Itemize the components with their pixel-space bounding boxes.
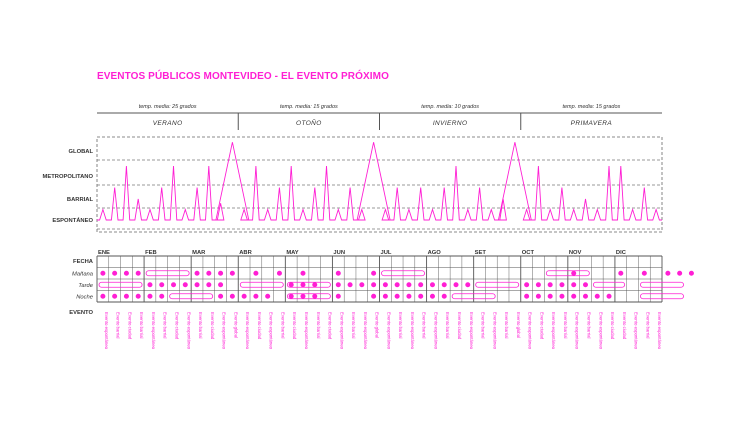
event-type-label: Evento ciudad: [610, 312, 615, 340]
month-label: DIC: [615, 250, 626, 256]
schedule-dot: [289, 294, 294, 299]
season-name: INVIERNO: [432, 120, 468, 127]
event-type-label: Evento espontáneo: [245, 312, 251, 350]
event-type-label: Evento espontáneo: [574, 312, 580, 350]
event-type-label: Evento barrial: [445, 312, 451, 339]
schedule-dot: [548, 294, 553, 299]
event-type-label: Evento barrial: [421, 312, 427, 339]
month-label: FEB: [145, 250, 157, 256]
schedule-dot: [218, 282, 223, 287]
schedule-dot: [230, 294, 235, 299]
event-type-label: Evento espontáneo: [492, 312, 498, 350]
event-type-label: Evento barrial: [398, 312, 404, 339]
schedule-dot: [336, 271, 341, 276]
schedule-dot: [183, 282, 188, 287]
month-label: AGO: [427, 250, 441, 256]
event-type-label: Evento ciudad: [174, 312, 180, 340]
schedule-marks: [99, 271, 694, 299]
schedule-dot: [112, 294, 117, 299]
event-type-label: Evento espontáneo: [151, 312, 156, 350]
level-label: METROPOLITANO: [42, 174, 93, 180]
event-type-label: Evento espontáneo: [409, 312, 415, 350]
schedule-dot: [430, 294, 435, 299]
schedule-dot: [689, 271, 694, 276]
schedule-dot: [571, 282, 576, 287]
season-name: PRIMAVERA: [570, 120, 613, 127]
schedule-dot: [136, 294, 141, 299]
row-label-fecha: FECHA: [73, 259, 93, 265]
schedule-dot: [395, 282, 400, 287]
schedule-dot: [147, 294, 152, 299]
month-label: ENE: [98, 250, 110, 256]
event-type-label: Evento global: [374, 312, 380, 339]
month-label: MAY: [286, 250, 299, 256]
schedule-dot: [395, 294, 400, 299]
row-label-time: Noche: [76, 294, 93, 301]
event-type-label: Evento ciudad: [621, 312, 627, 340]
level-label: BARRIAL: [66, 197, 93, 203]
schedule-dot: [253, 271, 258, 276]
event-type-label: Evento barrial: [198, 312, 204, 339]
month-label: OCT: [521, 250, 534, 256]
schedule-dot: [195, 282, 200, 287]
month-label: NOV: [568, 250, 582, 256]
event-type-label: Evento ciudad: [457, 312, 462, 340]
schedule-dot: [454, 282, 459, 287]
event-type-label: Evento barrial: [139, 312, 145, 339]
schedule-dot: [218, 271, 223, 276]
schedule-dot: [595, 294, 600, 299]
schedule-dot: [206, 282, 211, 287]
schedule-dot: [677, 271, 682, 276]
event-labels: [104, 312, 662, 350]
schedule-dot: [524, 282, 529, 287]
event-type-label: Evento barrial: [162, 312, 168, 339]
event-type-label: Evento espontáneo: [268, 312, 274, 350]
schedule-dot: [665, 271, 670, 276]
season-temp: temp. media: 15 grados: [562, 104, 621, 110]
schedule-dot: [230, 271, 235, 276]
event-type-label: Evento espontáneo: [304, 312, 309, 350]
schedule-dot: [371, 282, 376, 287]
event-type-label: Evento barrial: [504, 312, 510, 339]
row-label-evento: EVENTO: [69, 310, 93, 316]
event-type-label: Evento ciudad: [327, 312, 333, 340]
schedule-dot: [100, 294, 105, 299]
schedule-dot: [171, 282, 176, 287]
event-type-label: Evento espontáneo: [527, 312, 533, 350]
schedule-dot: [359, 282, 364, 287]
schedule-dot: [524, 294, 529, 299]
event-type-label: Evento espontáneo: [362, 312, 368, 350]
row-label-time: Tarde: [78, 283, 93, 289]
schedule-dot: [300, 294, 305, 299]
schedule-dot: [147, 282, 152, 287]
event-type-label: Evento barrial: [586, 312, 592, 339]
season-header: [97, 104, 662, 130]
event-type-label: Evento ciudad: [292, 312, 298, 340]
event-type-label: Evento barrial: [562, 312, 568, 339]
schedule-dot: [300, 282, 305, 287]
schedule-dot: [607, 294, 612, 299]
schedule-dot: [336, 282, 341, 287]
schedule-dot: [548, 282, 553, 287]
schedule-dot: [124, 271, 129, 276]
schedule-dot: [442, 294, 447, 299]
month-label: JUL: [380, 250, 392, 256]
schedule-dot: [536, 282, 541, 287]
page-title: EVENTOS PÚBLICOS MONTEVIDEO - EL EVENTO PRÓXIMO: [97, 71, 389, 82]
level-label: GLOBAL: [68, 149, 93, 155]
event-type-label: Evento barrial: [115, 312, 121, 339]
schedule-dot: [124, 294, 129, 299]
month-label: ABR: [239, 250, 252, 256]
event-type-label: Evento espontáneo: [221, 312, 227, 350]
schedule-dot: [348, 282, 353, 287]
schedule-bar: [593, 282, 624, 287]
event-type-label: Evento espontáneo: [386, 312, 392, 350]
schedule-dot: [289, 282, 294, 287]
schedule-dot: [100, 271, 105, 276]
season-temp: temp. media: 10 grados: [421, 104, 480, 110]
schedule-dot: [406, 294, 411, 299]
schedule-dot: [642, 271, 647, 276]
event-type-label: Evento barrial: [315, 312, 321, 339]
schedule-dot: [583, 294, 588, 299]
event-type-label: Evento espontáneo: [633, 312, 639, 350]
season-temp: temp. media: 25 grados: [138, 104, 197, 110]
schedule-dot: [312, 294, 317, 299]
month-label: JUN: [333, 250, 346, 256]
schedule-dot: [242, 294, 247, 299]
schedule-dot: [371, 271, 376, 276]
month-label: SET: [474, 250, 486, 256]
level-label: ESPONTÁNEO: [52, 218, 93, 224]
event-type-label: Evento espontáneo: [551, 312, 557, 350]
schedule-dot: [383, 294, 388, 299]
event-type-label: Evento ciudad: [127, 312, 133, 340]
schedule-dot: [536, 294, 541, 299]
schedule-dot: [312, 282, 317, 287]
schedule-dot: [571, 294, 576, 299]
event-type-label: Evento barrial: [351, 312, 357, 339]
event-type-label: Evento ciudad: [209, 312, 215, 340]
event-type-label: Evento barrial: [480, 312, 486, 339]
event-type-label: Evento barrial: [645, 312, 651, 339]
schedule-dot: [265, 294, 270, 299]
season-temp: temp. media: 15 grados: [279, 104, 338, 110]
event-type-label: Evento espontáneo: [657, 312, 663, 350]
schedule-dot: [559, 294, 564, 299]
schedule-dot: [406, 282, 411, 287]
schedule-dot: [112, 271, 117, 276]
schedule-dot: [371, 294, 376, 299]
schedule-dot: [618, 271, 623, 276]
schedule-dot: [218, 294, 223, 299]
schedule-dot: [336, 294, 341, 299]
schedule-dot: [383, 282, 388, 287]
schedule-dot: [277, 271, 282, 276]
schedule-dot: [159, 282, 164, 287]
schedule-dot: [159, 294, 164, 299]
row-label-time: Mañana: [72, 271, 93, 278]
schedule-dot: [442, 282, 447, 287]
event-type-label: Evento espontáneo: [339, 312, 345, 350]
event-type-label: Evento espontáneo: [433, 312, 439, 350]
schedule-dot: [300, 271, 305, 276]
schedule-dot: [571, 271, 576, 276]
event-type-label: Evento espontáneo: [103, 312, 109, 350]
event-type-label: Evento ciudad: [256, 312, 262, 340]
schedule-dot: [465, 282, 470, 287]
event-type-label: Evento global: [515, 312, 521, 339]
event-type-label: Evento espontáneo: [468, 312, 474, 350]
schedule-dot: [206, 271, 211, 276]
event-type-label: Evento espontáneo: [598, 312, 604, 350]
schedule-dot: [136, 271, 141, 276]
schedule-dot: [418, 282, 423, 287]
schedule-dot: [559, 282, 564, 287]
schedule-dot: [253, 294, 258, 299]
event-type-label: Evento barrial: [280, 312, 286, 339]
season-name: VERANO: [152, 120, 183, 127]
season-name: OTOÑO: [296, 120, 322, 127]
event-type-label: Evento ciudad: [539, 312, 545, 340]
schedule-dot: [418, 294, 423, 299]
schedule-dot: [583, 282, 588, 287]
month-label: MAR: [192, 250, 206, 256]
event-type-label: Evento global: [233, 312, 239, 339]
event-type-label: Evento espontáneo: [186, 312, 192, 350]
schedule-dot: [430, 282, 435, 287]
schedule-dot: [195, 271, 200, 276]
chart-frame: [97, 137, 662, 232]
